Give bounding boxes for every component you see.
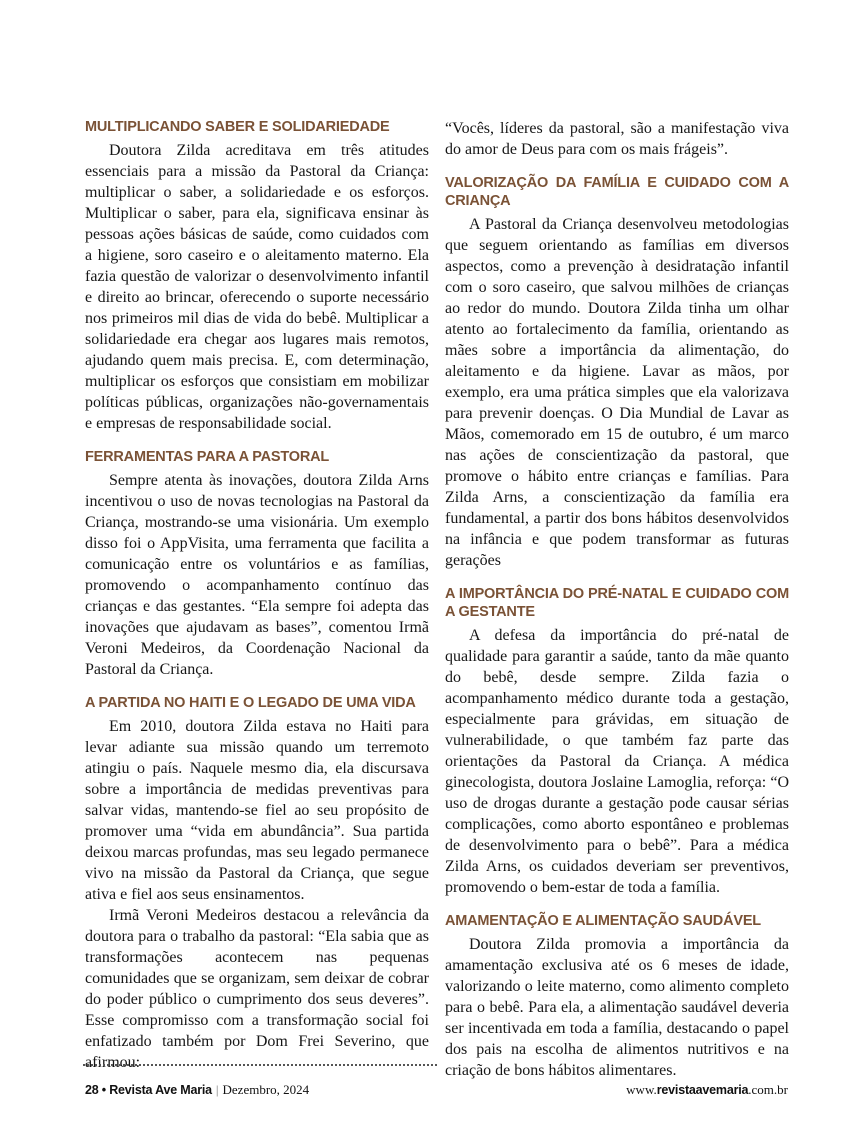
- url-domain: revistaavemaria: [656, 1083, 749, 1097]
- url-tld: .com.br: [748, 1082, 788, 1097]
- section-importancia-pre-natal: [445, 585, 789, 898]
- page-number-and-magazine: 28 • Revista Ave Maria: [85, 1083, 212, 1097]
- section-ferramentas-pastoral: [85, 448, 429, 680]
- footer-left: [85, 1082, 309, 1098]
- right-column: [445, 118, 789, 1081]
- section-heading: FERRAMENTAS PARA A PASTORAL: [85, 449, 330, 465]
- paragraph: Sempre atenta às inovações, doutora Zilda Arns incentivou o uso de novas tecnologias na Pastoral da Criança, mostrando-se uma visionária. Um exemplo disso foi o AppVisita, uma ferramenta que facilita a comunicação entre os voluntários e as famílias, promovendo o acompanhamento contínuo das crianças e das gestantes. “Ela sempre foi adepta das inovações que ajudavam as bases”, comentou Irmã Veroni Medeiros, da Coordenação Nacional da Pastoral da Criança.: [85, 472, 429, 678]
- footer-url: [626, 1082, 788, 1098]
- section-heading: VALORIZAÇÃO DA FAMÍLIA E CUIDADO COM A CRIANÇA: [445, 175, 789, 209]
- paragraph: Em 2010, doutora Zilda estava no Haiti para levar adiante sua missão quando um terremoto atingiu o país. Naquele mesmo dia, ela discursava sobre a importância de medidas preventivas para salvar vidas, mantendo-se fiel ao seu propósito de promover uma “vida em abundância”. Sua partida deixou marcas profundas, mas seu legado permanece vivo na missão da Pastoral da Criança, que segue ativa e fiel aos seus ensinamentos.: [85, 718, 429, 903]
- paragraph: A defesa da importância do pré-natal de qualidade para garantir a saúde, tanto da mãe quanto do bebê, desde sempre. Zilda fazia o acompanhamento médico durante toda a gestação, especialmente para grávidas, em situação de vulnerabilidade, o que também faz parte das orientações da Pastoral da Criança. A médica ginecologista, doutora Joslaine Lamoglia, reforça: “O uso de drogas durante a gestação pode causar sérias complicações, como aborto espontâneo e problemas de desenvolvimento para o bebê”. Para a médica Zilda Arns, os cuidados deveriam ser preventivos, promovendo o bem-estar de toda a família.: [445, 627, 789, 896]
- page-footer: [85, 1082, 788, 1098]
- issue-date: Dezembro, 2024: [222, 1082, 310, 1097]
- footer-divider: [83, 1064, 437, 1066]
- section-heading: A PARTIDA NO HAITI E O LEGADO DE UMA VIDA: [85, 695, 416, 711]
- continuation-quote: “Vocês, líderes da pastoral, são a manifestação viva do amor de Deus para com os mais frágeis”.: [445, 120, 789, 158]
- url-www: www.: [626, 1082, 657, 1097]
- section-multiplicando-saber: [85, 118, 429, 434]
- section-partida-haiti: [85, 694, 429, 1073]
- section-heading: AMAMENTAÇÃO E ALIMENTAÇÃO SAUDÁVEL: [445, 913, 761, 929]
- paragraph: Irmã Veroni Medeiros destacou a relevância da doutora para o trabalho da pastoral: “Ela sabia que as transformações acontecem nas pequenas comunidades que se organizam, sem deixar de cobrar do poder público o cumprimento dos seus deveres”. Esse compromisso com a transformação social foi enfatizado também por Dom Frei Severino, que afirmou:: [85, 907, 429, 1071]
- section-amamentacao-alimentacao: [445, 912, 789, 1081]
- section-heading: MULTIPLICANDO SABER E SOLIDARIEDADE: [85, 119, 390, 135]
- footer-separator: |: [215, 1082, 219, 1097]
- left-column: [85, 118, 429, 1081]
- section-heading: A IMPORTÂNCIA DO PRÉ-NATAL E CUIDADO COM A GESTANTE: [445, 586, 789, 620]
- paragraph: Doutora Zilda promovia a importância da amamentação exclusiva até os 6 meses de idade, valorizando o leite materno, como alimento completo para o bebê. Para ela, a alimentação saudável deveria ser incentivada em toda a família, destacando o papel dos pais na escolha de alimentos nutritivos e na criação de bons hábitos alimentares.: [445, 936, 789, 1079]
- paragraph: Doutora Zilda acreditava em três atitudes essenciais para a missão da Pastoral da Criança: multiplicar o saber, a solidariedade e os esforços. Multiplicar o saber, para ela, significava ensinar às pessoas ações básicas de saúde, como cuidados com a higiene, soro caseiro e o aleitamento materno. Ela fazia questão de valorizar o desenvolvimento infantil e direito ao brincar, oferecendo o suporte necessário nos primeiros mil dias de vida do bebê. Multiplicar a solidariedade era chegar aos lugares mais remotos, ajudando quem mais precisa. E, com determinação, multiplicar os esforços que consistiam em mobilizar políticas públicas, organizações não-governamentais e empresas de responsabilidade social.: [85, 142, 429, 432]
- section-valorizacao-familia: [445, 174, 789, 571]
- article-body: [85, 118, 789, 1081]
- paragraph: A Pastoral da Criança desenvolveu metodologias que seguem orientando as famílias em diversos aspectos, como a prevenção à desidratação infantil com o soro caseiro, que salvou milhões de crianças ao redor do mundo. Doutora Zilda tinha um olhar atento ao fortalecimento da família, orientando as mães sobre a importância da alimentação, do aleitamento e da higiene. Lavar as mãos, por exemplo, era uma prática simples que ela valorizava para prevenir doenças. O Dia Mundial de Lavar as Mãos, comemorado em 15 de outubro, é um marco nas ações de conscientização da pastoral, que promove o hábito entre crianças e famílias. Para Zilda Arns, a conscientização da família era fundamental, a partir dos bons hábitos desenvolvidos na infância e que podem transformar as futuras gerações: [445, 216, 789, 569]
